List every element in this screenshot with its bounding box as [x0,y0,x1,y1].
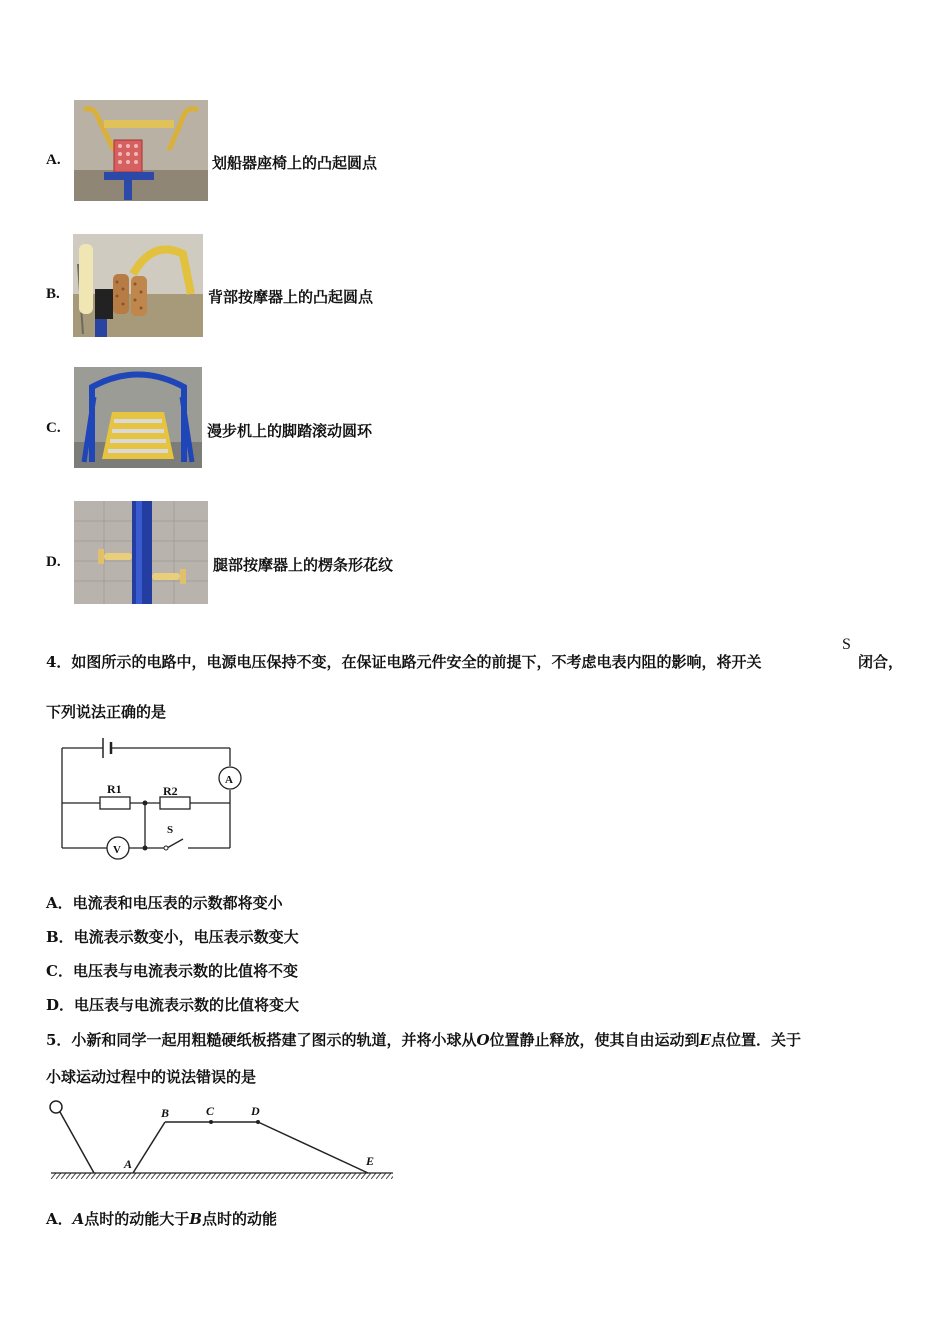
option-text: 背部按摩器上的凸起圆点 [208,288,374,306]
track-diagram [46,1095,398,1185]
point-o: O [476,1031,490,1049]
circuit-diagram [55,733,255,863]
q4-option-a: A．电流表和电压表的示数都将变小 [46,894,283,912]
switch-label: S [167,824,174,836]
point-e: E [699,1031,711,1049]
walker-machine-photo [74,367,202,468]
point-a-label: A [124,1157,133,1171]
point-label: B [189,1210,202,1228]
option-part: 点时的动能 [201,1210,277,1228]
resistor-r2-label: R2 [163,784,178,798]
stem-part: 位置静止释放，使其自由运动到 [489,1031,700,1049]
point-label: A [72,1210,85,1228]
stem-part: 5．小新和同学一起用粗糙硬纸板搭建了图示的轨道，并将小球从 [46,1031,477,1049]
q4-option-d: D．电压表与电流表示数的比值将变大 [46,996,300,1014]
voltmeter-label: V [113,844,121,856]
ball-icon [50,1101,62,1113]
question-stem-end: 闭合， [858,653,904,671]
point-e-label: E [366,1154,375,1168]
ammeter-label: A [225,774,233,786]
q4-option-c: C．电压表与电流表示数的比值将不变 [46,962,298,980]
option-text: 划船器座椅上的凸起圆点 [212,154,378,172]
point-c-label: C [206,1104,215,1118]
option-letter: B. [46,286,60,302]
option-part: A． [46,1210,73,1228]
option-text: 漫步机上的脚踏滚动圆环 [207,422,373,440]
point-d-label: D [251,1104,260,1118]
rowing-machine-seat-photo [74,100,208,201]
option-letter: D. [46,554,61,570]
q5-option-a [46,1208,277,1229]
question-stem-line2: 小球运动过程中的说法错误的是 [46,1068,257,1086]
switch-symbol: S [842,636,851,653]
option-letter: C. [46,420,61,436]
question-stem [46,1029,801,1050]
q4-option-b: B．电流表示数变小，电压表示数变大 [46,928,299,946]
question-stem: 4．如图所示的电路中，电源电压保持不变，在保证电路元件安全的前提下，不考虑电表内阻的影响，将开关 [46,653,762,671]
option-letter: A. [46,152,61,168]
question-stem-line2: 下列说法正确的是 [46,703,167,721]
option-text: 腿部按摩器上的楞条形花纹 [213,556,394,574]
leg-massager-photo [74,501,208,604]
stem-part: 点位置．关于 [710,1031,801,1049]
back-massager-photo [73,234,203,337]
option-part: 点时的动能大于 [84,1210,190,1228]
point-b-label: B [161,1106,170,1120]
resistor-r1-label: R1 [107,782,122,796]
